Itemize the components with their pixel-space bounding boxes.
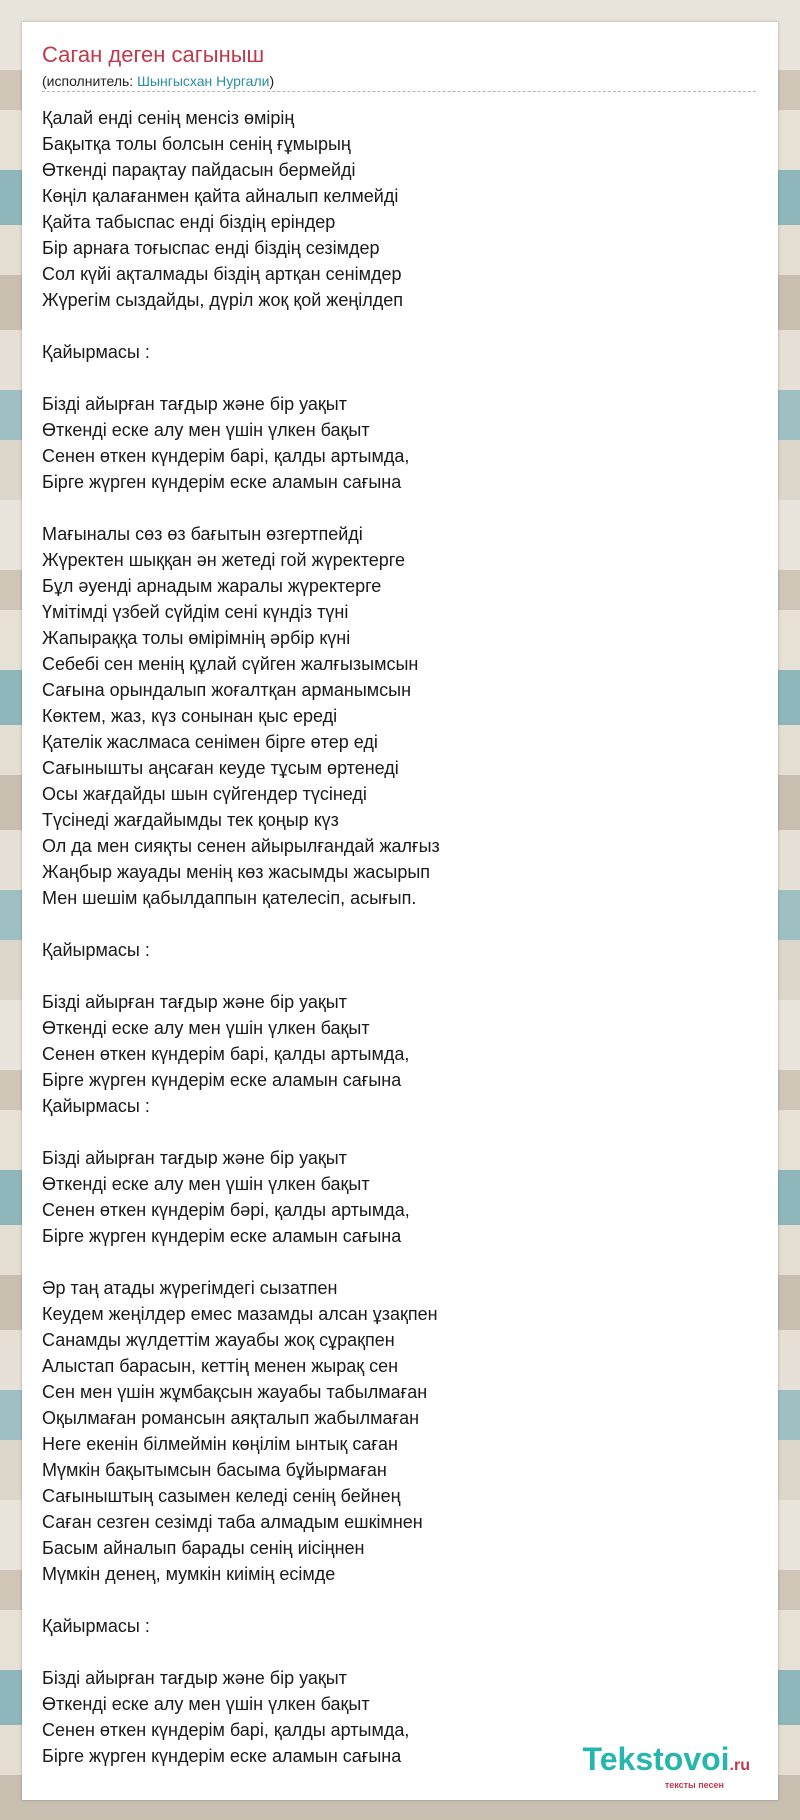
lyric-spacer bbox=[42, 1119, 762, 1145]
performer-suffix: ) bbox=[269, 73, 275, 89]
lyric-spacer bbox=[42, 1587, 762, 1613]
lyric-line: Осы жағдайды шын сүйгендер түсінеді bbox=[42, 784, 367, 804]
lyric-line: Неге екенін білмеймін көңілім ынтық саған bbox=[42, 1434, 398, 1454]
lyric-line: Қателік жаслмаса сенімен бірге өтер еді bbox=[42, 732, 378, 752]
lyric-line: Өткенді еске алу мен үшін үлкен бақыт bbox=[42, 1018, 370, 1038]
lyric-line: Бұл әуенді арнадым жаралы жүректерге bbox=[42, 576, 382, 596]
lyric-line: Үмітімді үзбей сүйдім сені күндіз түні bbox=[42, 602, 349, 622]
artist-link[interactable]: Шынгысхан Нургали bbox=[137, 73, 270, 89]
lyric-line: Бізді айырған тағдыр және бір уақыт bbox=[42, 992, 347, 1012]
logo-tld: .ru bbox=[729, 1757, 750, 1774]
lyric-spacer bbox=[42, 495, 762, 521]
lyric-line: Қайырмасы : bbox=[42, 1096, 150, 1116]
lyric-line: Бірге жүрген күндерім еске аламын сағына bbox=[42, 1070, 402, 1090]
lyric-line: Көңіл қалағанмен қайта айналып келмейді bbox=[42, 186, 399, 206]
lyric-line: Түсінеді жағдайымды тек қоңыр күз bbox=[42, 810, 339, 830]
lyric-line: Бізді айырған тағдыр және бір уақыт bbox=[42, 1668, 347, 1688]
lyric-line: Бізді айырған тағдыр және бір уақыт bbox=[42, 394, 347, 414]
lyric-line: Алыстап барасын, кеттің менен жырақ сен bbox=[42, 1356, 399, 1376]
lyric-line: Өткенді парақтау пайдасын бермейді bbox=[42, 160, 356, 180]
lyric-line: Сағынышты аңсаған кеуде тұсым өртенеді bbox=[42, 758, 399, 778]
lyric-line: Мүмкін денең, мумкін киімің есімде bbox=[42, 1564, 336, 1584]
lyric-line: Сенен өткен күндерім барі, қалды артымда, bbox=[42, 1720, 410, 1740]
lyric-line: Өткенді еске алу мен үшін үлкен бақыт bbox=[42, 420, 370, 440]
lyric-line: Сол күйі ақталмады біздің артқан сенімдер bbox=[42, 264, 402, 284]
logo-subtitle: тексты песен bbox=[664, 1780, 724, 1790]
lyric-line: Басым айналып барады сенің иісіңнен bbox=[42, 1538, 365, 1558]
lyric-spacer bbox=[42, 1249, 762, 1275]
song-title: Саган деген сагыныш bbox=[42, 42, 265, 67]
lyric-line: Бізді айырған тағдыр және бір уақыт bbox=[42, 1148, 347, 1168]
lyric-line: Жапыраққа толы өмірімнің әрбір күні bbox=[42, 628, 351, 648]
lyric-line: Мен шешім қабылдаппын қателесіп, асығып. bbox=[42, 888, 417, 908]
lyric-spacer bbox=[42, 911, 762, 937]
lyric-line: Көктем, жаз, күз сонынан қыс ереді bbox=[42, 706, 338, 726]
lyric-line: Жүрегім сыздайды, дүріл жоқ қой жеңілдеп bbox=[42, 290, 404, 310]
lyric-line: Сенен өткен күндерім барі, қалды артымда, bbox=[42, 1044, 410, 1064]
performer-line bbox=[42, 73, 756, 92]
logo-wordmark bbox=[583, 1743, 750, 1782]
lyric-line: Сенен өткен күндерім бәрі, қалды артымда, bbox=[42, 1200, 410, 1220]
lyric-line: Қайта табыспас енді біздің еріндер bbox=[42, 212, 336, 232]
lyric-line: Оқылмаған романсын аяқталып жабылмаған bbox=[42, 1408, 420, 1428]
lyric-line: Бірге жүрген күндерім еске аламын сағына bbox=[42, 472, 402, 492]
lyric-line: Қайырмасы : bbox=[42, 342, 150, 362]
lyric-spacer bbox=[42, 1639, 762, 1665]
lyric-line: Қалай енді сенің менсіз өмірің bbox=[42, 108, 295, 128]
lyric-spacer bbox=[42, 365, 762, 391]
lyrics-body bbox=[42, 105, 762, 1769]
lyric-line: Сенен өткен күндерім барі, қалды артымда, bbox=[42, 446, 410, 466]
lyric-line: Бақытқа толы болсын сенің ғұмырың bbox=[42, 134, 351, 154]
lyric-line: Өткенді еске алу мен үшін үлкен бақыт bbox=[42, 1174, 370, 1194]
lyric-line: Бір арнаға тоғыспас енді біздің сезімдер bbox=[42, 238, 380, 258]
lyric-line: Жаңбыр жауады менің көз жасымды жасырып bbox=[42, 862, 431, 882]
lyric-line: Әр таң атады жүрегімдегі сызатпен bbox=[42, 1278, 338, 1298]
lyric-line: Жүректен шыққан ән жетеді гой жүректерге bbox=[42, 550, 405, 570]
lyric-line: Сен мен үшін жұмбақсын жауабы табылмаған bbox=[42, 1382, 428, 1402]
lyric-line: Кеудем жеңілдер емес мазамды алсан ұзақпен bbox=[42, 1304, 438, 1324]
site-logo[interactable] bbox=[583, 1743, 750, 1790]
lyric-line: Қайырмасы : bbox=[42, 1616, 150, 1636]
lyric-line: Қайырмасы : bbox=[42, 940, 150, 960]
lyric-line: Бірге жүрген күндерім еске аламын сағына bbox=[42, 1226, 402, 1246]
lyrics-card bbox=[22, 22, 778, 1800]
lyric-spacer bbox=[42, 963, 762, 989]
logo-main-text: Tekstovoi bbox=[582, 1741, 730, 1777]
lyric-line: Сағыныштың сазымен келеді сенің бейнең bbox=[42, 1486, 401, 1506]
lyric-line: Мүмкін бақытымсын басыма бұйырмаған bbox=[42, 1460, 387, 1480]
lyric-line: Мағыналы сөз өз бағытын өзгертпейді bbox=[42, 524, 363, 544]
lyric-line: Бірге жүрген күндерім еске аламын сағына bbox=[42, 1746, 402, 1766]
performer-prefix: (исполнитель: bbox=[42, 73, 138, 89]
lyric-line: Ол да мен сияқты сенен айырылғандай жалғыз bbox=[42, 836, 440, 856]
lyric-line: Өткенді еске алу мен үшін үлкен бақыт bbox=[42, 1694, 370, 1714]
lyric-line: Санамды жүлдеттім жауабы жоқ сұрақпен bbox=[42, 1330, 395, 1350]
lyric-line: Сағына орындалып жоғалтқан арманымсын bbox=[42, 680, 412, 700]
lyric-line: Себебі сен менің құлай сүйген жалғызымсын bbox=[42, 654, 419, 674]
lyric-spacer bbox=[42, 313, 762, 339]
lyric-line: Саған сезген сезімді таба алмадым ешкімнен bbox=[42, 1512, 423, 1532]
